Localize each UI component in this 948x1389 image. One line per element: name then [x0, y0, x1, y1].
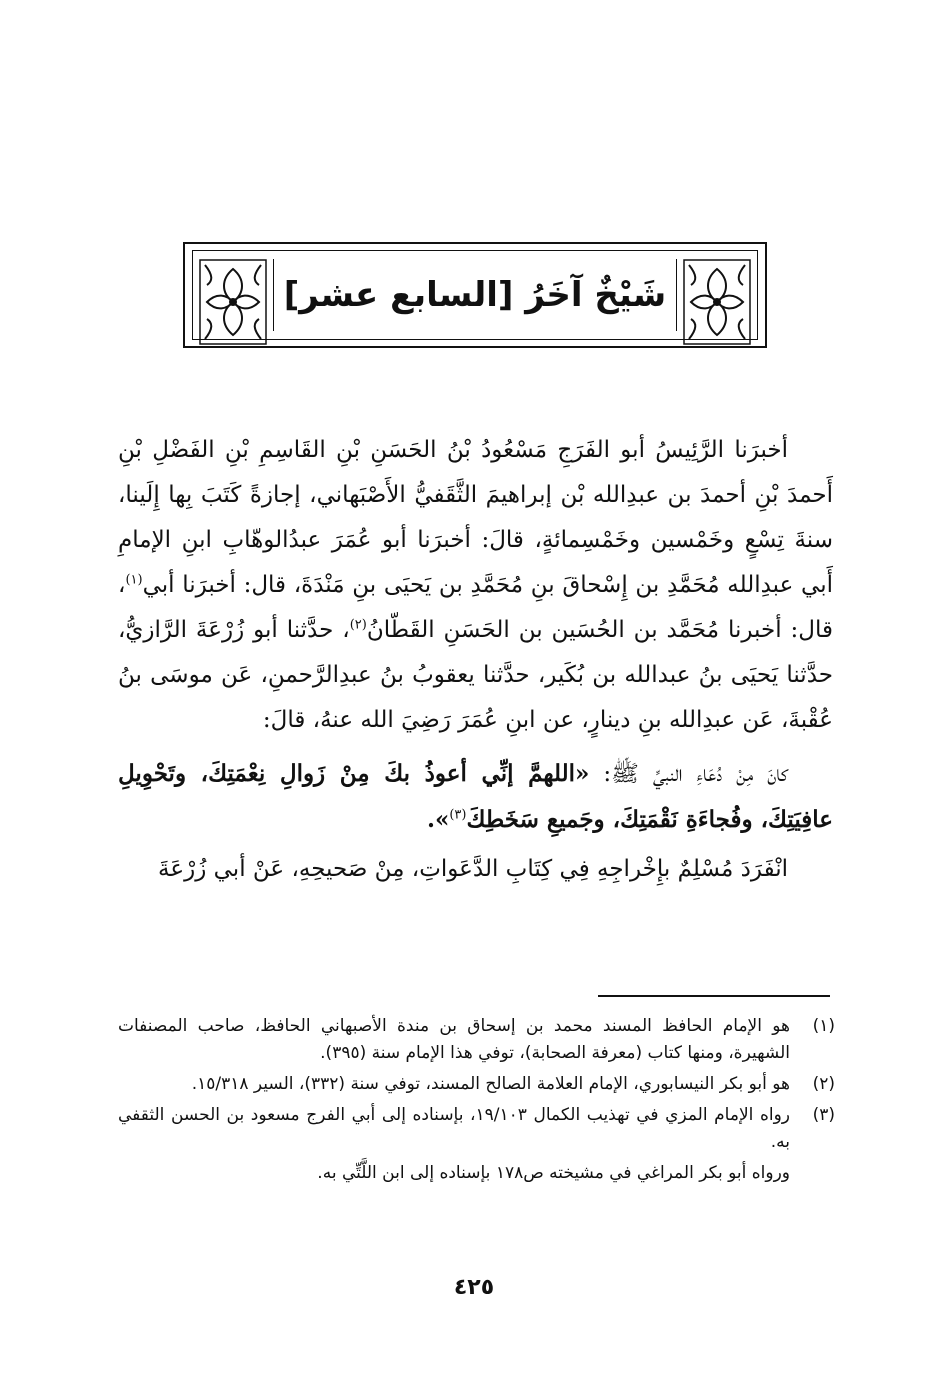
page-number: ٤٢٥ [453, 1275, 495, 1300]
hadith-intro: كانَ مِنْ دُعَاءِ النبيِّ ﷺ: [589, 761, 788, 787]
footnote-ref-3[interactable]: (٣) [449, 807, 467, 823]
floral-ornament-icon [199, 259, 267, 345]
main-text [118, 428, 833, 892]
title-box [273, 259, 677, 331]
footnote-number: (١) [812, 1016, 835, 1036]
footnote-text: هو أبو بكر النيسابوري، الإمام العلامة الصالح المسند، توفي سنة (٣٣٢)، السير ١٥/٣١٨. [191, 1074, 790, 1094]
chapter-title: شَيْخٌ آخَرُ [السابع عشر] [283, 275, 667, 315]
takhrij-paragraph: انْفَرَدَ مُسْلِمٌ بإِخْراجِهِ فِي كِتَابِ الدَّعَواتِ، مِنْ صَحيحِهِ، عَنْ أبي زُرْعَةَ [158, 856, 788, 882]
hadith-close: ». [426, 806, 450, 833]
isnad-text-part3: ، حدَّثنا أبو زُرْعَةَ الرَّازيُّ، حدَّثنا يَحيَى بنُ عبدالله بن بُكَير، حدَّثنا يعقوبُ بنُ عبدِالرَّحمنِ، عَن موسَى بنُ عُقْبةَ، عَن عبدِالله بنِ دينارٍ، عن ابنِ عُمَرَ رَضِيَ الله عنهُ، قالَ: [118, 617, 833, 733]
footnote-text: هو الإمام الحافظ المسند محمد بن إسحاق بن مندة الأصبهاني الحافظ، صاحب المصنفات الشهيرة، ومنها كتاب (معرفة الصحابة)، توفي هذا الإمام سنة (٣٩٥). [118, 1016, 790, 1063]
footnote-number: (٣) [812, 1105, 835, 1125]
isnad-text-part1: أخبرَنا الرَّئِيسُ أبو الفَرَجِ مَسْعُودُ بْنُ الحَسَنِ بْنِ القَاسِمِ بْنِ الفَضْلِ بْنِ أَحمدَ بْنِ أحمدَ بن عبدِالله بْن إبراهيمَ الثَّقَفيُّ الأَصْبَهاني، إجازةً كَتَبَ بِها إِلَينا، سنةَ تِسْعٍ وخَمْسين وخَمْسِمائةٍ، قالَ: أخبرَنا أبو عُمَرَ عبدُالوهّابِ ابنِ الإمامِ أَبي عبدِالله مُحَمَّدِ بن إِسْحاقَ بنِ مُحَمَّدِ بن يَحيَى بنِ مَنْدَةَ، قال: أخبرَنا أبي [118, 437, 833, 598]
footnote-ref-2[interactable]: (٢) [349, 617, 367, 633]
footnote-ref-1[interactable]: (١) [125, 572, 143, 588]
banner-inner-frame [192, 250, 758, 340]
footnote-2 [118, 1071, 835, 1098]
floral-ornament-icon [683, 259, 751, 345]
isnad-text-part2: ، قال: أخبرنا مُحَمَّد بن الحُسَين بن الحَسَنِ القَطّانُ [118, 572, 833, 643]
footnote-3 [118, 1102, 835, 1156]
footnote-3-continuation: ورواه أبو بكر المراغي في مشيخته ص١٧٨ بإسناده إلى ابن اللَّتِّي به. [317, 1163, 790, 1183]
footnote-separator [598, 995, 830, 997]
footnote-1 [118, 1013, 835, 1067]
isnad-paragraph [118, 428, 833, 743]
hadith-paragraph [118, 751, 833, 843]
footnotes [118, 1013, 835, 1187]
footnote-text: رواه الإمام المزي في تهذيب الكمال ١٩/١٠٣، بإسناده إلى أبي الفرج مسعود بن الحسن الثقفي به. [118, 1105, 791, 1152]
hadith-text: «اللهمَّ إنِّي أعوذُ بكَ مِنْ زَوالِ نِعْمَتِكَ، وتَحْوِيلِ عافِيَتِكَ، وفُجاءَةِ نَقْمَتِكَ، وجَميعِ سَخَطِكَ [118, 760, 833, 833]
title-banner [183, 242, 767, 348]
footnote-number: (٢) [812, 1074, 835, 1094]
